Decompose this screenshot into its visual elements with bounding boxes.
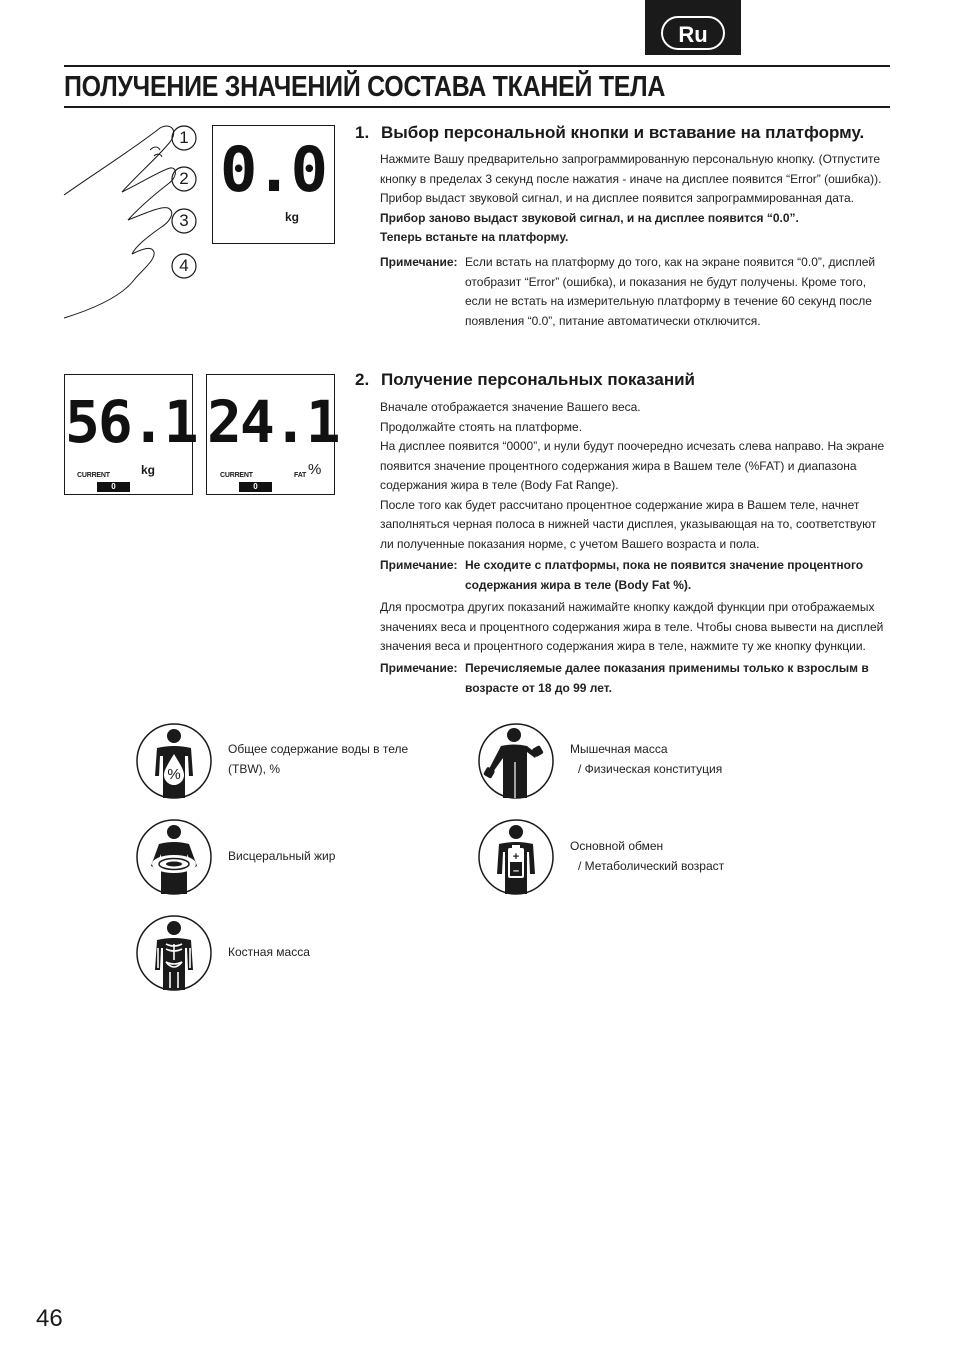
step1-title: Выбор персональной кнопки и вставание на платформу. — [381, 123, 865, 142]
metabolism-label-line-1: Основной обмен — [570, 839, 664, 853]
fat-display-fat-label: FAT — [294, 472, 307, 479]
body-water-percent-glyph: % — [167, 766, 181, 783]
muscle-mass-label-line-1: Мышечная масса — [570, 742, 668, 756]
metabolism-plus-glyph: + — [512, 851, 520, 863]
muscle-mass-label-line-2: / Физическая конституция — [578, 762, 723, 776]
step2-number: 2. — [355, 370, 370, 389]
fat-display-range-bar: 0 — [239, 482, 272, 492]
step2-line-3: На дисплее появится “0000”, и нули будут поочередно исчезать слева направо. На экране появится значение процентного содержания жира в Вашем теле (%FAT) и диапазона содержания жира в теле (Body Fat Range). — [380, 439, 885, 492]
scale-display-weight — [64, 374, 197, 495]
zero-display-unit: kg — [285, 210, 300, 224]
step2-note-2 — [380, 659, 890, 698]
visceral-fat-label — [228, 846, 428, 866]
body-water-label-line-1: Общее содержание воды в теле — [228, 742, 409, 756]
metabolism-label-line-2: / Метаболический возраст — [578, 859, 725, 873]
scale-display-fat — [206, 374, 339, 495]
weight-display-current-label: CURRENT — [77, 472, 110, 479]
fat-display-unit: % — [308, 461, 322, 478]
step1-heading — [355, 122, 864, 144]
visceral-fat-icon — [135, 818, 213, 896]
metabolism-label — [570, 836, 770, 876]
page-title: ПОЛУЧЕНИЕ ЗНАЧЕНИЙ СОСТАВА ТКАНЕЙ ТЕЛА — [64, 71, 666, 103]
step2-line-1: Вначале отображается значение Вашего веса. — [380, 400, 641, 414]
step1-note-text: Если встать на платформу до того, как на экране появится “0.0”, дисплей отобразит “Error” (ошибка), и показания не будут получены. Кроме того, если не встать на измерительную платформу в течение 60 секунд после появления “0.0”, питание автоматически отключится. — [465, 255, 876, 328]
step2-body — [380, 398, 885, 554]
body-water-label — [228, 739, 428, 779]
fat-display-current-label: CURRENT — [220, 472, 253, 479]
metabolism-minus-glyph: – — [512, 865, 520, 877]
language-tab — [645, 0, 741, 55]
weight-display-digits: 56.1 — [65, 388, 197, 456]
step2-note-1-label: Примечание: — [380, 558, 458, 572]
body-water-label-line-2: (TBW), % — [228, 762, 280, 776]
step2-note-2-text: Перечисляемые далее показания применимы только к взрослым в возрасте от 18 до 99 лет. — [465, 661, 869, 695]
button-3-label: 3 — [179, 211, 189, 230]
page-number: 46 — [36, 1305, 63, 1332]
button-1-label: 1 — [179, 128, 189, 147]
step2-note-1-text: Не сходите с платформы, пока не появится значение процентного содержания жира в теле (Body Fat %). — [465, 558, 864, 592]
bone-mass-label-line-1: Костная масса — [228, 945, 310, 959]
step2-title: Получение персональных показаний — [381, 370, 695, 389]
step2-line-4: После того как будет рассчитано процентное содержание жира в Вашем теле, начнет заполняться черная полоса в нижней части дисплея, указывающая на то, соответствуют ли полученные показания норме, с учетом Вашего возраста и пола. — [380, 497, 877, 551]
muscle-mass-label — [570, 739, 770, 779]
step1-note-label: Примечание: — [380, 255, 458, 269]
step1-number: 1. — [355, 123, 370, 142]
step1-bold-line-2: Теперь встаньте на платформу. — [380, 230, 569, 244]
muscle-mass-icon — [477, 722, 555, 800]
metabolism-icon — [477, 818, 555, 896]
weight-display-unit: kg — [141, 463, 156, 477]
fat-display-digits: 24.1 — [207, 388, 339, 456]
scale-display-zero — [212, 125, 335, 244]
zero-display-digits: 0.0 — [220, 133, 326, 206]
step2-note-1 — [380, 556, 890, 595]
button-2-label: 2 — [179, 169, 189, 188]
step2-line-2: Продолжайте стоять на платформе. — [380, 419, 583, 434]
step2-paragraph-2-text: Для просмотра других показаний нажимайте кнопку каждой функции при отображаемых значениях веса и процентного содержания жира в теле. Чтобы снова вывести на дисплей значения веса и процентного содержания жира в теле, нажмите ту же кнопку функции. — [380, 600, 884, 653]
step2-note-2-label: Примечание: — [380, 661, 458, 675]
button-4-label: 4 — [179, 256, 189, 275]
step1-body-text: Нажмите Вашу предварительно запрограммированную персональную кнопку. (Отпустите кнопку в пределах 3 секунд после нажатия - иначе на дисплее появится “Error” (ошибка)). Прибор выдаст звуковой сигнал, и на дисплее появится запрограммированная дата. — [380, 152, 882, 205]
step1-bold-line-1: Прибор заново выдаст звуковой сигнал, и на дисплее появится “0.0”. — [380, 210, 799, 225]
title-rule-bottom — [64, 106, 890, 108]
step1-note — [380, 253, 885, 331]
weight-display-range-bar: 0 — [97, 482, 130, 492]
title-rule-top — [64, 65, 890, 67]
step2-paragraph-2 — [380, 598, 885, 657]
body-water-icon — [135, 722, 213, 800]
step2-heading — [355, 369, 695, 391]
visceral-fat-label-line-1: Висцеральный жир — [228, 849, 336, 863]
bone-mass-icon — [135, 914, 213, 992]
bone-mass-label — [228, 942, 428, 962]
step1-body — [380, 150, 885, 248]
language-badge: Ru — [661, 16, 725, 50]
